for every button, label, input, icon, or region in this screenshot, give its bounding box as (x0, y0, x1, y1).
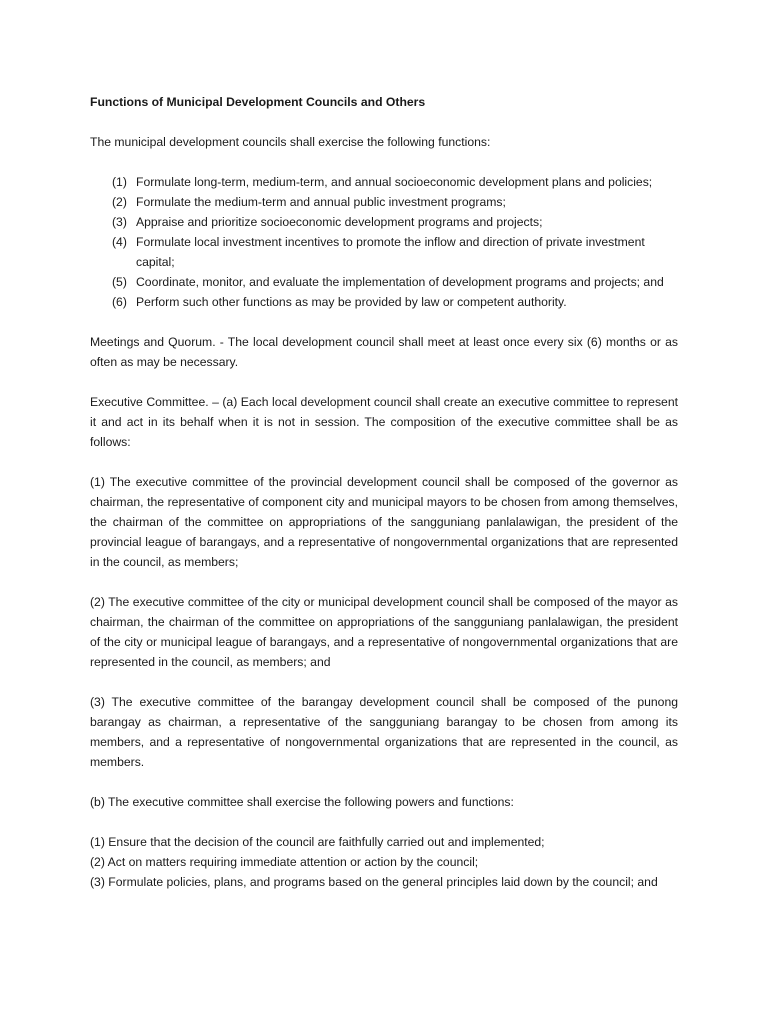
list-item-number: (6) (112, 295, 127, 309)
list-item-text: Formulate the medium-term and annual public investment programs; (136, 195, 506, 209)
intro-paragraph: The municipal development councils shall exercise the following functions: (90, 135, 491, 149)
list-item: (2) Act on matters requiring immediate attention or action by the council; (90, 855, 479, 869)
composition-provincial-paragraph: (1) The executive committee of the provincial development council shall be composed of the governor as chairman, the representative of component city and municipal mayors to be chosen from among themselves, the chairman of the committee on appropriations of the sangguniang panlalawigan, the president of the provincial league of barangays, and a representative of nongovernmental organizations that are represented in the council, as members; (90, 475, 678, 569)
list-item-number: (1) (112, 175, 127, 189)
powers-intro-paragraph: (b) The executive committee shall exercise the following powers and functions: (90, 795, 514, 809)
list-item (90, 192, 678, 212)
list-item-number: (2) (112, 195, 127, 209)
meetings-paragraph: Meetings and Quorum. - The local development council shall meet at least once every six (6) months or as often as may be necessary. (90, 335, 678, 369)
document-title: Functions of Municipal Development Councils and Others (90, 95, 426, 109)
list-item-text: Coordinate, monitor, and evaluate the implementation of development programs and projects; and (136, 275, 664, 289)
list-item-number: (4) (112, 235, 127, 249)
document-page (90, 92, 678, 892)
list-item (90, 172, 678, 192)
list-item (90, 232, 678, 272)
executive-committee-paragraph: Executive Committee. – (a) Each local development council shall create an executive committee to represent it and act in its behalf when it is not in session. The composition of the executive committee shall be as follows: (90, 395, 678, 449)
list-item-number: (3) (112, 215, 127, 229)
composition-city-municipal-paragraph: (2) The executive committee of the city or municipal development council shall be composed of the mayor as chairman, the chairman of the committee on appropriations of the sangguniang panlalawigan, the president of the city or municipal league of barangays, and a representative of nongovernmental organizations that are represented in the council, as members; and (90, 595, 678, 669)
list-item (90, 292, 678, 312)
list-item-text: Appraise and prioritize socioeconomic development programs and projects; (136, 215, 543, 229)
list-item (90, 212, 678, 232)
list-item-text: Perform such other functions as may be provided by law or competent authority. (136, 295, 567, 309)
list-item-number: (5) (112, 275, 127, 289)
list-item-text: Formulate local investment incentives to promote the inflow and direction of private investment capital; (136, 235, 645, 269)
list-item: (1) Ensure that the decision of the council are faithfully carried out and implemented; (90, 835, 545, 849)
list-item (90, 272, 678, 292)
list-item-text: Formulate long-term, medium-term, and annual socioeconomic development plans and policies; (136, 175, 653, 189)
powers-list (90, 832, 678, 892)
composition-barangay-paragraph: (3) The executive committee of the barangay development council shall be composed of the punong barangay as chairman, a representative of the sangguniang barangay to be chosen from among its members, and a representative of nongovernmental organizations that are represented in the council, as members. (90, 695, 678, 769)
list-item: (3) Formulate policies, plans, and programs based on the general principles laid down by the council; and (90, 875, 658, 889)
functions-list (90, 172, 678, 312)
